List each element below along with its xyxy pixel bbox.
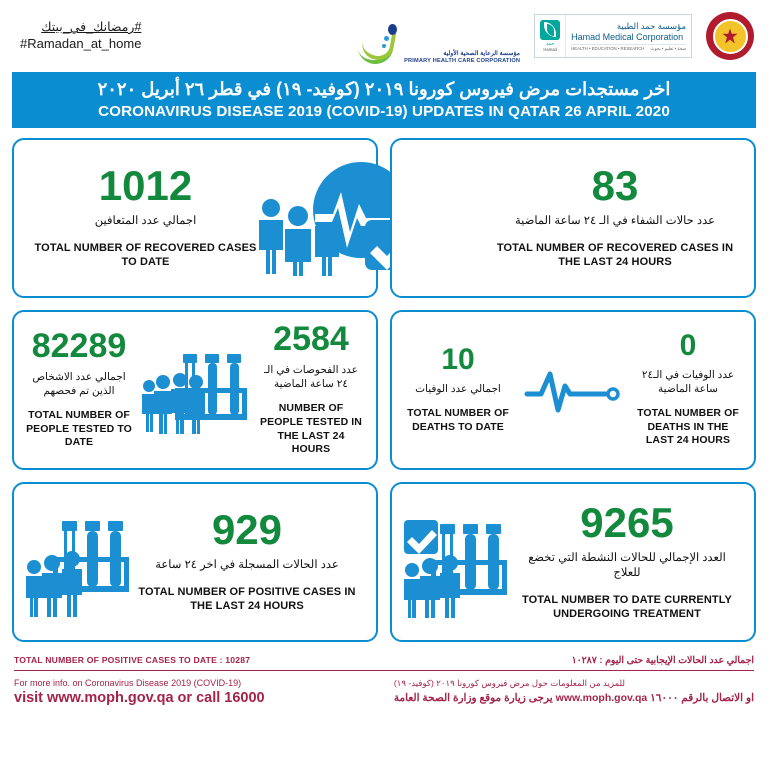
phcc-name-arabic: مؤسسة الرعاية الصحية الأولية (443, 50, 521, 58)
deaths-total-value: 10 (441, 342, 475, 376)
tested-total-label-english: TOTAL NUMBER OF PEOPLE TESTED TO DATE (26, 409, 132, 449)
positive-cases-test-tubes-icon (22, 507, 132, 617)
footer-more-info-english: For more info. on Coronavirus Disease 2019 (COVID-19) (14, 677, 242, 688)
tested-total-value: 82289 (31, 326, 127, 365)
footer-website-english[interactable]: visit www.moph.gov.qa or call 16000 (14, 689, 265, 706)
phcc-name-english: PRIMARY HEALTH CARE CORPORATION (404, 57, 521, 64)
deaths-24h-label-arabic: عدد الوفيات في الـ٢٤ ساعة الماضية (641, 368, 735, 396)
hamad-medical-corporation-logo (534, 14, 692, 58)
tested-24h-label-arabic: عدد الفحوصات في الـ ٢٤ ساعة الماضية (264, 364, 358, 391)
deaths-24h-value: 0 (679, 328, 697, 362)
card-recovered-24h (390, 138, 756, 298)
active-treatment-label-english: TOTAL NUMBER TO DATE CURRENTLY UNDERGOING TREATMENT (522, 593, 732, 621)
footer-contact-english (14, 678, 265, 706)
footer-contact-row (14, 678, 754, 706)
header (0, 0, 768, 72)
positive-24h-value: 929 (211, 506, 283, 554)
hamad-leaf-icon (540, 20, 560, 40)
stat-row-positive-treatment (12, 482, 756, 642)
header-logos (356, 6, 754, 66)
title-banner (12, 72, 756, 128)
recovered-24h-value: 83 (591, 162, 639, 210)
stat-cards (0, 128, 768, 642)
footer-total-positive-english: TOTAL NUMBER OF POSITIVE CASES TO DATE : 10287 (14, 654, 251, 665)
footer-contact-arabic (394, 678, 754, 706)
recovered-total-value: 1012 (98, 162, 193, 210)
recovered-24h-label-arabic: عدد حالات الشفاء في الـ ٢٤ ساعة الماضية (514, 215, 715, 228)
hmc-tagline-english: HEALTH • EDUCATION • RESEARCH (571, 45, 645, 51)
tested-24h-value: 2584 (273, 320, 349, 359)
hashtag-arabic: #رمضانك_في_بيتك (41, 20, 142, 35)
flatline-pulse-icon (523, 363, 623, 417)
stat-row-testing-deaths (12, 310, 756, 470)
footer-more-info-arabic: للمزيد من المعلومات حول مرض فيروس كورونا ٢٠١٩ (كوفيد- ١٩) (393, 677, 626, 688)
card-testing (12, 310, 378, 470)
footer (0, 654, 768, 706)
recovered-total-label-english: TOTAL NUMBER OF RECOVERED CASES TO DATE (34, 241, 257, 269)
recovered-total-label-arabic: اجمالي عدد المتعافين (94, 215, 197, 228)
positive-24h-label-arabic: عدد الحالات المسجلة في اخر ٢٤ ساعة (155, 559, 339, 572)
moph-seal-icon (706, 12, 754, 60)
positive-24h-label-english: TOTAL NUMBER OF POSITIVE CASES IN THE LAST 24 HOURS (138, 585, 356, 613)
footer-website-arabic-post: او الاتصال بالرقم ١٦٠٠٠ (650, 691, 754, 704)
deaths-total-label-english: TOTAL NUMBER OF DEATHS TO DATE (407, 406, 509, 433)
hmc-tagline-arabic: صحة • تعليم • بحوث (650, 45, 686, 51)
active-treatment-label-arabic: العدد الإجمالي للحالات النشطة التي تخضع للعلاج (528, 551, 726, 580)
footer-website-arabic[interactable] (394, 692, 754, 704)
footer-total-positive-row (14, 654, 754, 671)
stat-row-recovered (12, 138, 756, 298)
hmc-name-arabic: مؤسسة حمد الطبية (616, 20, 686, 31)
card-recovered-total (12, 138, 378, 298)
tested-24h-label-english: NUMBER OF PEOPLE TESTED IN THE LAST 24 HOURS (260, 402, 362, 456)
people-test-tubes-icon (139, 336, 251, 444)
treatment-check-test-tubes-icon (400, 506, 510, 618)
card-deaths (390, 310, 756, 470)
card-active-treatment (390, 482, 756, 642)
hmc-name-english: Hamad Medical Corporation (571, 31, 684, 42)
deaths-24h-label-english: TOTAL NUMBER OF DEATHS IN THE LAST 24 HOURS (637, 407, 739, 447)
footer-website-url[interactable]: www.moph.gov.qa (555, 691, 648, 704)
banner-title-english: CORONAVIRUS DISEASE 2019 (COVID-19) UPDATES IN QATAR 26 APRIL 2020 (98, 102, 670, 120)
hamad-badge-arabic: حمد (545, 41, 555, 47)
hashtag-english: #Ramadan_at_home (20, 35, 142, 51)
footer-total-positive-arabic: اجمالي عدد الحالات الإيجابية حتى اليوم : ١٠٢٨٧ (571, 653, 754, 665)
active-treatment-value: 9265 (580, 498, 674, 546)
phcc-mark-icon (356, 22, 400, 64)
card-positive-24h (12, 482, 378, 642)
footer-website-arabic-pre: يرجى زيارة موقع وزارة الصحة العامة (393, 691, 553, 704)
tested-total-label-arabic: اجمالي عدد الاشخاص الذين تم فحصهم (32, 370, 126, 398)
campaign-hashtag (20, 20, 141, 52)
deaths-total-label-arabic: اجمالي عدد الوفيات (415, 382, 501, 395)
ministry-of-public-health-qatar-seal (706, 8, 754, 64)
hamad-badge-english: Hamad (543, 47, 557, 52)
recovered-24h-label-english: TOTAL NUMBER OF RECOVERED CASES IN THE LAST 24 HOURS (496, 241, 734, 269)
banner-title-arabic: اخر مستجدات مرض فيروس كورونا ٢٠١٩ (كوفيد- ١٩) في قطر ٢٦ أبريل ٢٠٢٠ (97, 79, 671, 99)
primary-health-care-corporation-logo (356, 8, 520, 64)
